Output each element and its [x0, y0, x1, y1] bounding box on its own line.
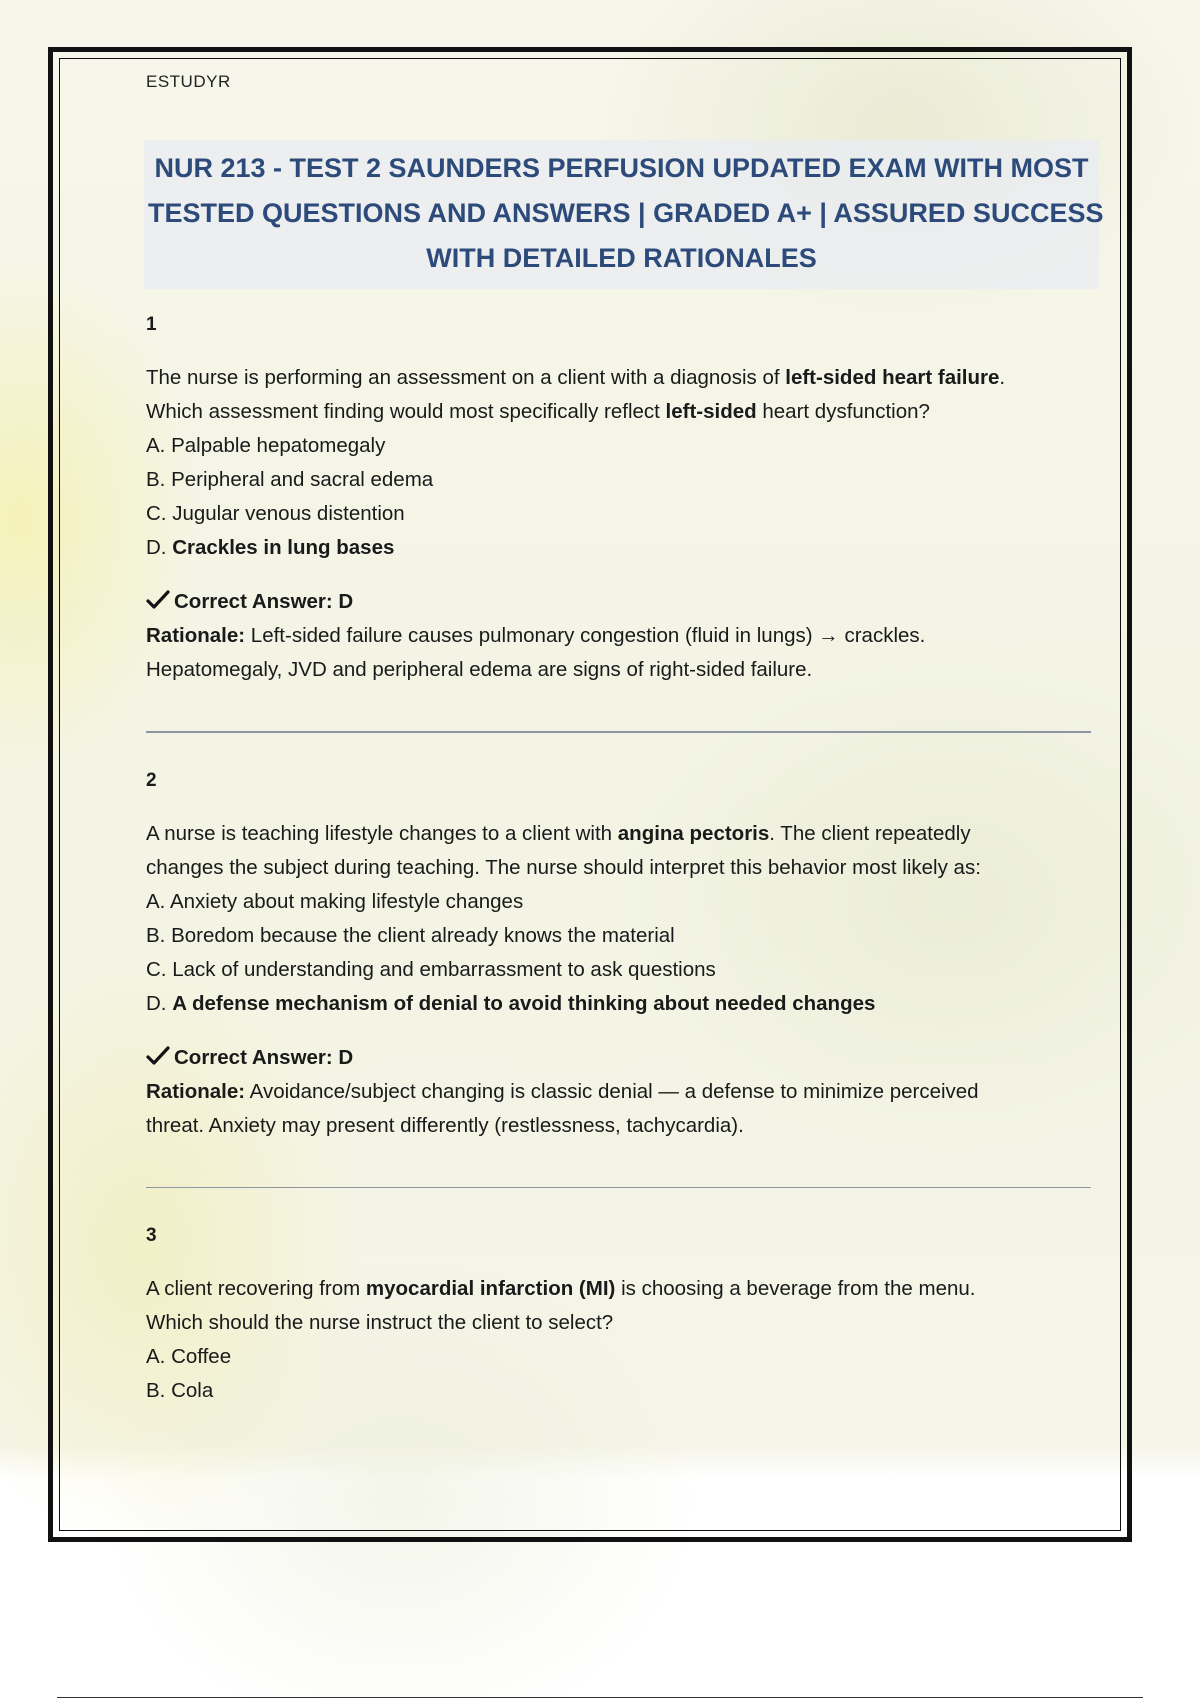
option-a — [146, 885, 1091, 919]
stem-text: . — [999, 366, 1006, 389]
stem-text: changes the subject during teaching. The nurse should interpret this behavior most likely as: — [146, 856, 981, 879]
option-text: Crackles in lung bases — [172, 536, 395, 559]
section-divider — [146, 731, 1091, 733]
rationale-text: Left-sided failure causes pulmonary congestion (fluid in lungs) → crackles. — [245, 624, 926, 647]
option-text: Peripheral and sacral edema — [171, 468, 434, 491]
option-letter: C. — [146, 502, 173, 525]
stem-text: The nurse is performing an assessment on a client with a diagnosis of — [146, 366, 786, 389]
option-text: Anxiety about making lifestyle changes — [169, 890, 524, 913]
stem-emphasis: left-sided heart failure — [785, 366, 1000, 389]
stem-text: Which should the nurse instruct the client to select? — [146, 1311, 614, 1334]
rationale — [146, 1075, 1091, 1143]
document-content — [146, 72, 1104, 1408]
option-c — [146, 497, 1091, 531]
section-divider — [146, 1187, 1091, 1188]
title-line-2: TESTED QUESTIONS AND ANSWERS | GRADED A+ | ASSURED SUCCESS — [148, 198, 1104, 228]
stem-emphasis: left-sided — [665, 400, 757, 423]
question-number: 1 — [146, 314, 157, 335]
option-text: Lack of understanding and embarrassment to ask questions — [172, 958, 716, 981]
option-letter: B. — [146, 1379, 172, 1402]
option-d — [146, 987, 1091, 1021]
title-line-1: NUR 213 - TEST 2 SAUNDERS PERFUSION UPDATED EXAM WITH MOST — [154, 153, 1089, 183]
question-stem — [146, 817, 1091, 885]
title-line-3: WITH DETAILED RATIONALES — [426, 243, 817, 273]
checkmark-icon — [146, 590, 170, 610]
stem-text: . The client repeatedly — [769, 822, 971, 845]
correct-answer-text: Correct Answer: D — [174, 590, 354, 613]
option-text: Palpable hepatomegaly — [171, 434, 386, 457]
option-letter: D. — [146, 992, 173, 1015]
option-c — [146, 953, 1091, 987]
question-3 — [146, 1222, 1091, 1408]
option-text: Boredom because the client already knows the material — [171, 924, 675, 947]
stem-text: is choosing a beverage from the menu. — [615, 1277, 976, 1300]
correct-answer-text: Correct Answer: D — [174, 1046, 354, 1069]
brand-label: ESTUDYR — [146, 72, 231, 91]
stem-emphasis: angina pectoris — [617, 822, 770, 845]
option-b — [146, 1374, 1091, 1408]
option-letter: A. — [146, 890, 170, 913]
stem-text: Which assessment finding would most specifically reflect — [146, 400, 666, 423]
document-title — [144, 140, 1104, 289]
option-text: A defense mechanism of denial to avoid thinking about needed changes — [172, 992, 876, 1015]
footer-rule — [57, 1697, 1143, 1698]
option-b — [146, 919, 1091, 953]
correct-answer — [146, 1041, 1091, 1075]
question-number: 2 — [146, 770, 157, 791]
option-letter: B. — [146, 924, 172, 947]
option-letter: C. — [146, 958, 173, 981]
stem-emphasis: myocardial infarction (MI) — [365, 1277, 616, 1300]
stem-text: A nurse is teaching lifestyle changes to a client with — [146, 822, 618, 845]
option-letter: D. — [146, 536, 173, 559]
question-stem — [146, 1272, 1091, 1340]
rationale-label: Rationale: — [146, 624, 246, 647]
option-letter: B. — [146, 468, 172, 491]
option-text: Jugular venous distention — [172, 502, 405, 525]
stem-text: A client recovering from — [146, 1277, 366, 1300]
option-letter: A. — [146, 434, 172, 457]
option-letter: A. — [146, 1345, 172, 1368]
option-a — [146, 429, 1091, 463]
question-1 — [146, 311, 1091, 687]
rationale-text: Hepatomegaly, JVD and peripheral edema are signs of right-sided failure. — [146, 658, 813, 681]
rationale-label: Rationale: — [146, 1080, 246, 1103]
correct-answer — [146, 585, 1091, 619]
question-number: 3 — [146, 1225, 157, 1246]
question-stem — [146, 361, 1091, 429]
rationale-text: threat. Anxiety may present differently (restlessness, tachycardia). — [146, 1114, 744, 1137]
option-text: Cola — [171, 1379, 214, 1402]
checkmark-icon — [146, 1046, 170, 1066]
stem-text: heart dysfunction? — [756, 400, 930, 423]
option-b — [146, 463, 1091, 497]
rationale-text: Avoidance/subject changing is classic denial — a defense to minimize perceived — [245, 1080, 979, 1103]
option-text: Coffee — [171, 1345, 232, 1368]
question-2 — [146, 767, 1091, 1143]
rationale — [146, 619, 1091, 687]
option-d — [146, 531, 1091, 565]
option-a — [146, 1340, 1091, 1374]
